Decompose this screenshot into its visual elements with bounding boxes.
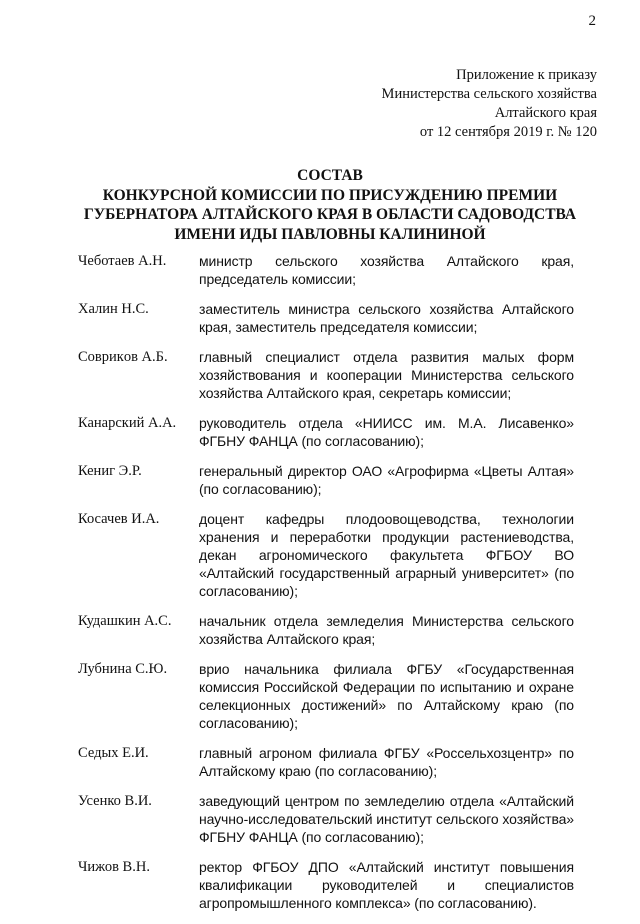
member-role: доцент кафедры плодоовощеводства, технологии хранения и переработки продукции растениеводства, декан агрономического факультета ФГБОУ ВО «Алтайский государственный аграрный университет» (по согласованию); <box>199 511 574 599</box>
member-row <box>78 414 574 450</box>
member-name: Кудашкин А.С. <box>78 613 172 629</box>
appendix-line-2: Министерства сельского хозяйства <box>381 86 597 102</box>
member-role: ректор ФГБОУ ДПО «Алтайский институт повышения квалификации руководителей и специалистов агропромышленного комплекса» (по согласованию). <box>199 859 574 911</box>
member-role: заместитель министра сельского хозяйства Алтайского края, заместитель председателя комиссии; <box>199 301 574 335</box>
appendix-header <box>297 66 597 142</box>
document-title <box>60 166 600 244</box>
member-row <box>78 348 574 402</box>
member-name: Косачев И.А. <box>78 511 160 527</box>
member-name: Чеботаев А.Н. <box>78 253 167 269</box>
member-role: главный специалист отдела развития малых форм хозяйствования и кооперации Министерства сельского хозяйства Алтайского края, секретарь комиссии; <box>199 349 574 401</box>
appendix-line-3: Алтайского края <box>494 105 597 121</box>
member-role: министр сельского хозяйства Алтайского края, председатель комиссии; <box>199 253 574 287</box>
member-name: Халин Н.С. <box>78 301 149 317</box>
member-row <box>78 612 574 648</box>
member-role: главный агроном филиала ФГБУ «Россельхозцентр» по Алтайскому краю (по согласованию); <box>199 745 574 779</box>
member-name: Канарский А.А. <box>78 415 177 431</box>
member-name: Усенко В.И. <box>78 793 152 809</box>
member-name: Соврикoв А.Б. <box>78 349 168 365</box>
member-row <box>78 660 574 732</box>
member-row <box>78 792 574 846</box>
member-name: Кениг Э.Р. <box>78 463 142 479</box>
member-role: врио начальника филиала ФГБУ «Государственная комиссия Российской Федерации по испытанию и охране селекционных достижений» по Алтайскому краю (по согласованию); <box>199 661 574 731</box>
commission-members-list <box>78 252 574 924</box>
appendix-line-1: Приложение к приказу <box>456 67 597 83</box>
member-row <box>78 858 574 912</box>
page-number: 2 <box>588 13 596 29</box>
member-row <box>78 300 574 336</box>
title-line-4: ИМЕНИ ИДЫ ПАВЛОВНЫ КАЛИНИНОЙ <box>174 225 486 243</box>
member-row <box>78 510 574 600</box>
member-name: Лубнина С.Ю. <box>78 661 168 677</box>
member-row <box>78 252 574 288</box>
appendix-line-4: от 12 сентября 2019 г. № 120 <box>419 124 597 140</box>
title-line-3: ГУБЕРНАТОРА АЛТАЙСКОГО КРАЯ В ОБЛАСТИ САДОВОДСТВА <box>83 206 577 223</box>
member-role: заведующий центром по земледелию отдела «Алтайский научно-исследовательский институт сельского хозяйства» ФГБНУ ФАНЦА (по согласованию); <box>199 793 574 845</box>
member-role: начальник отдела земледелия Министерства сельского хозяйства Алтайского края; <box>199 613 574 647</box>
member-role: генеральный директор ОАО «Агрофирма «Цветы Алтая» (по согласованию); <box>199 463 574 497</box>
member-row <box>78 462 574 498</box>
member-row <box>78 744 574 780</box>
member-name: Седых Е.И. <box>78 745 149 761</box>
title-line-1: СОСТАВ <box>297 167 363 184</box>
member-name: Чижов В.Н. <box>78 859 150 875</box>
member-role: руководитель отдела «НИИСС им. М.А. Лисавенко» ФГБНУ ФАНЦА (по согласованию); <box>199 415 574 449</box>
title-line-2: КОНКУРСНОЙ КОМИССИИ ПО ПРИСУЖДЕНИЮ ПРЕМИИ <box>102 186 558 204</box>
